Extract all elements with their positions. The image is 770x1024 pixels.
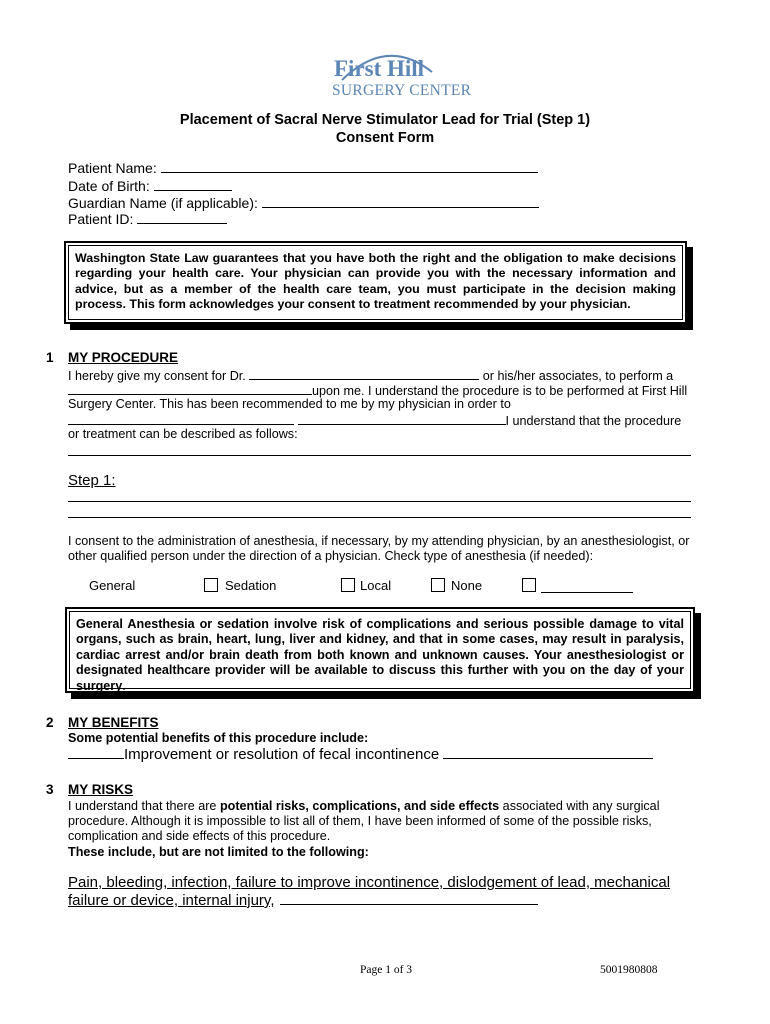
anesthesia-sedation-label: Sedation bbox=[225, 578, 277, 593]
page-number: Page 1 of 3 bbox=[360, 964, 413, 976]
risks-list-line-2-wrap[interactable] bbox=[68, 892, 538, 909]
risks-list-line-1: Pain, bleeding, infection, failure to improve incontinence, dislodgement of lead, mechanical bbox=[68, 874, 671, 891]
law-notice-box bbox=[64, 241, 687, 324]
none-checkbox[interactable] bbox=[431, 578, 445, 592]
anesthesia-warning-text bbox=[69, 611, 691, 693]
form-title: Placement of Sacral Nerve Stimulator Lead for Trial (Step 1) bbox=[179, 112, 591, 128]
anesthesia-local-label: Local bbox=[360, 578, 392, 593]
section-2-heading: MY BENEFITS bbox=[68, 715, 159, 730]
purpose-blank-1[interactable] bbox=[68, 412, 294, 425]
recommended-text: Surgery Center. This has been recommended to me by my physician in order to bbox=[68, 397, 511, 411]
patient-id-blank[interactable] bbox=[137, 211, 227, 224]
step-line-1[interactable] bbox=[68, 501, 691, 502]
dob-blank[interactable] bbox=[154, 178, 232, 191]
patient-name-blank[interactable] bbox=[161, 160, 538, 173]
section-3-number: 3 bbox=[46, 782, 54, 797]
dob-label: Date of Birth: bbox=[68, 178, 150, 194]
upon-text: upon me. I understand the procedure is to be performed at First Hill bbox=[312, 384, 688, 398]
section-2-number: 2 bbox=[46, 715, 54, 730]
form-code: 5001980808 bbox=[600, 964, 658, 976]
warning-body: General Anesthesia or sedation involve risk of complications and serious possible damage to vital organs, such as brain, heart, lung, liver and kidney, and that in some cases, may result in paralysis, cardiac arrest and/or brain death from both known and unknown causes. Your anesthesiologist or designated healthcare provider will be available to discuss this further with you on the day of your bbox=[76, 617, 684, 678]
guardian-field[interactable] bbox=[68, 195, 539, 211]
doctor-name-blank[interactable] bbox=[249, 367, 479, 380]
patient-id-label: Patient ID: bbox=[68, 211, 134, 227]
patient-id-field[interactable] bbox=[68, 211, 227, 227]
anesthesia-none-label: None bbox=[451, 578, 483, 593]
understand-text: I understand that the procedure bbox=[505, 414, 682, 428]
section-3-heading: MY RISKS bbox=[68, 782, 134, 797]
step-label: Step 1: bbox=[68, 472, 116, 489]
risks-text-bold: potential risks, complications, and side effects bbox=[219, 799, 500, 813]
benefit-leading-blank bbox=[68, 746, 124, 759]
logo-name: First Hill bbox=[334, 56, 425, 81]
other-anesthesia-blank[interactable] bbox=[541, 580, 633, 593]
risks-text-end: associated with any surgical procedure. Although it is impossible to list all of them, I have been informed of some of the possible risks, complication and side effects of this procedure. bbox=[68, 799, 660, 844]
patient-name-field[interactable] bbox=[68, 160, 538, 176]
logo-subtitle: SURGERY CENTER bbox=[332, 82, 472, 99]
sedation-checkbox[interactable] bbox=[204, 578, 218, 592]
benefit-trailing-blank[interactable] bbox=[443, 746, 653, 759]
benefits-intro: Some potential benefits of this procedure include: bbox=[68, 731, 369, 745]
benefit-item-line[interactable] bbox=[68, 746, 653, 763]
warning-last-word: surgery bbox=[76, 678, 123, 693]
anesthesia-general-label: General bbox=[89, 578, 136, 593]
procedure-name-blank[interactable] bbox=[68, 382, 312, 395]
anesthesia-consent-text: I consent to the administration of anesthesia, if necessary, by my attending physician, by an anesthesiologist, or other qualified person under the direction of a physician. Check type of anesthesia (if needed): bbox=[68, 534, 690, 564]
guardian-label: Guardian Name (if applicable): bbox=[68, 195, 258, 211]
section-1-number: 1 bbox=[46, 350, 54, 365]
description-line[interactable] bbox=[68, 455, 691, 456]
purpose-blank-2[interactable] bbox=[298, 412, 506, 425]
patient-name-label: Patient Name: bbox=[68, 160, 157, 176]
risks-include-text: These include, but are not limited to the following: bbox=[68, 845, 369, 859]
anesthesia-warning-box bbox=[65, 607, 695, 693]
risks-text bbox=[68, 799, 688, 845]
risks-list-line-2: failure or device, internal injury, bbox=[68, 892, 275, 909]
guardian-blank[interactable] bbox=[262, 195, 539, 208]
benefit-item: Improvement or resolution of fecal incontinence bbox=[124, 746, 440, 763]
section-1-heading: MY PROCEDURE bbox=[68, 350, 179, 365]
local-checkbox[interactable] bbox=[341, 578, 355, 592]
other-checkbox[interactable] bbox=[522, 578, 536, 592]
risks-additional-blank[interactable] bbox=[280, 892, 538, 905]
risks-text-start: I understand that there are bbox=[68, 799, 220, 813]
described-text: or treatment can be described as follows: bbox=[68, 427, 298, 441]
step-line-2[interactable] bbox=[68, 517, 691, 518]
warning-last-punct: . bbox=[122, 678, 126, 693]
form-subtitle: Consent Form bbox=[335, 130, 435, 146]
consent-suffix: or his/her associates, to perform a bbox=[482, 369, 674, 383]
dob-field[interactable] bbox=[68, 178, 232, 194]
law-notice-text: Washington State Law guarantees that you have both the right and the obligation to make decisions regarding your health care. Your physician can provide you with the necessary information and advice, but as a member of the health care team, you must participate in the decision making process. This form acknowledges your consent to treatment recommended by your physician. bbox=[68, 245, 683, 320]
consent-prefix: I hereby give my consent for Dr. bbox=[68, 369, 246, 383]
